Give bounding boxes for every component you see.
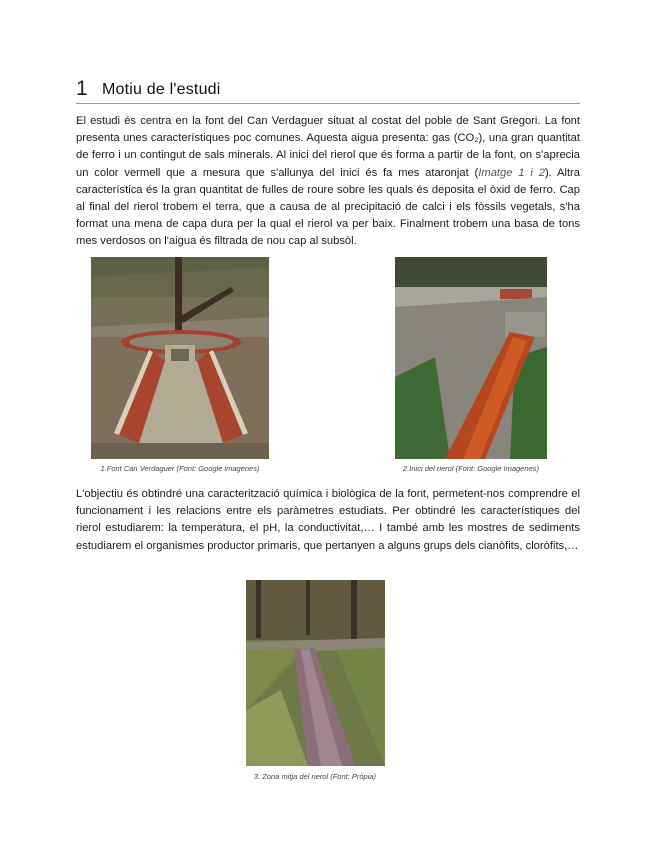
intro-text: El estudi és centra en la font del Can Verdaguer situat al costat del poble de Sant Gregori. La font presenta unes característiques poc comunes. Aquesta aigua presenta: gas (CO₂), una gran quantitat de ferro i un contingut de sals minerals. Al inici del rierol que és forma a partir de la font, on s'aprecia un color vermell que a mesura que s'allunya del inici és fa mes ataronjat ( [76, 115, 580, 179]
intro-text-continued: ). Altra característica és la gran quantitat de fulles de roure sobre les quals és deposita el òxid de ferro. Cap al final del rierol trobem el terra, que a causa de al precipitació de calci i els fòssils vegetals, s'ha format una mena de capa dura per la qual el rierol va per baix. Finalment trobem una basa de tons mes verdosos on l'aigua és filtrada de nou cap al subsòl. [76, 166, 580, 248]
photo-inici-rierol [395, 257, 547, 459]
photo-zona-mitja-rierol [246, 580, 385, 766]
objective-paragraph: L'objectiu és obtindré una caracterització química i biològica de la font, permetent-nos comprendre el funcionament i les relacions entre els paràmetres estudiats. Per obtindré les característiques del rierol estudiarem: la temperatura, el pH, la conductivitat,… I també amb les mostres de sediments estudiarem el organismes productor primaris, que pertanyen a alguns grups dels cianòfits, cloròfits,… [76, 488, 580, 552]
section-title: Motiu de l'estudi [102, 81, 221, 98]
image-reference: Imatge 1 i 2 [478, 166, 545, 179]
section-number: 1 [76, 77, 88, 100]
photo-font-can-verdaguer [91, 257, 269, 459]
intro-paragraph [76, 113, 580, 251]
section-heading [76, 77, 580, 104]
figure-caption-2: 2.Inici del rierol (Font: Google Imagenes) [403, 464, 539, 473]
figure-caption-1: 1.Font Can Verdaguer (Font: Google imagenes) [100, 464, 260, 473]
figure-caption-3: 3. Zona mitja del rierol (Font: Pròpia) [253, 772, 377, 781]
